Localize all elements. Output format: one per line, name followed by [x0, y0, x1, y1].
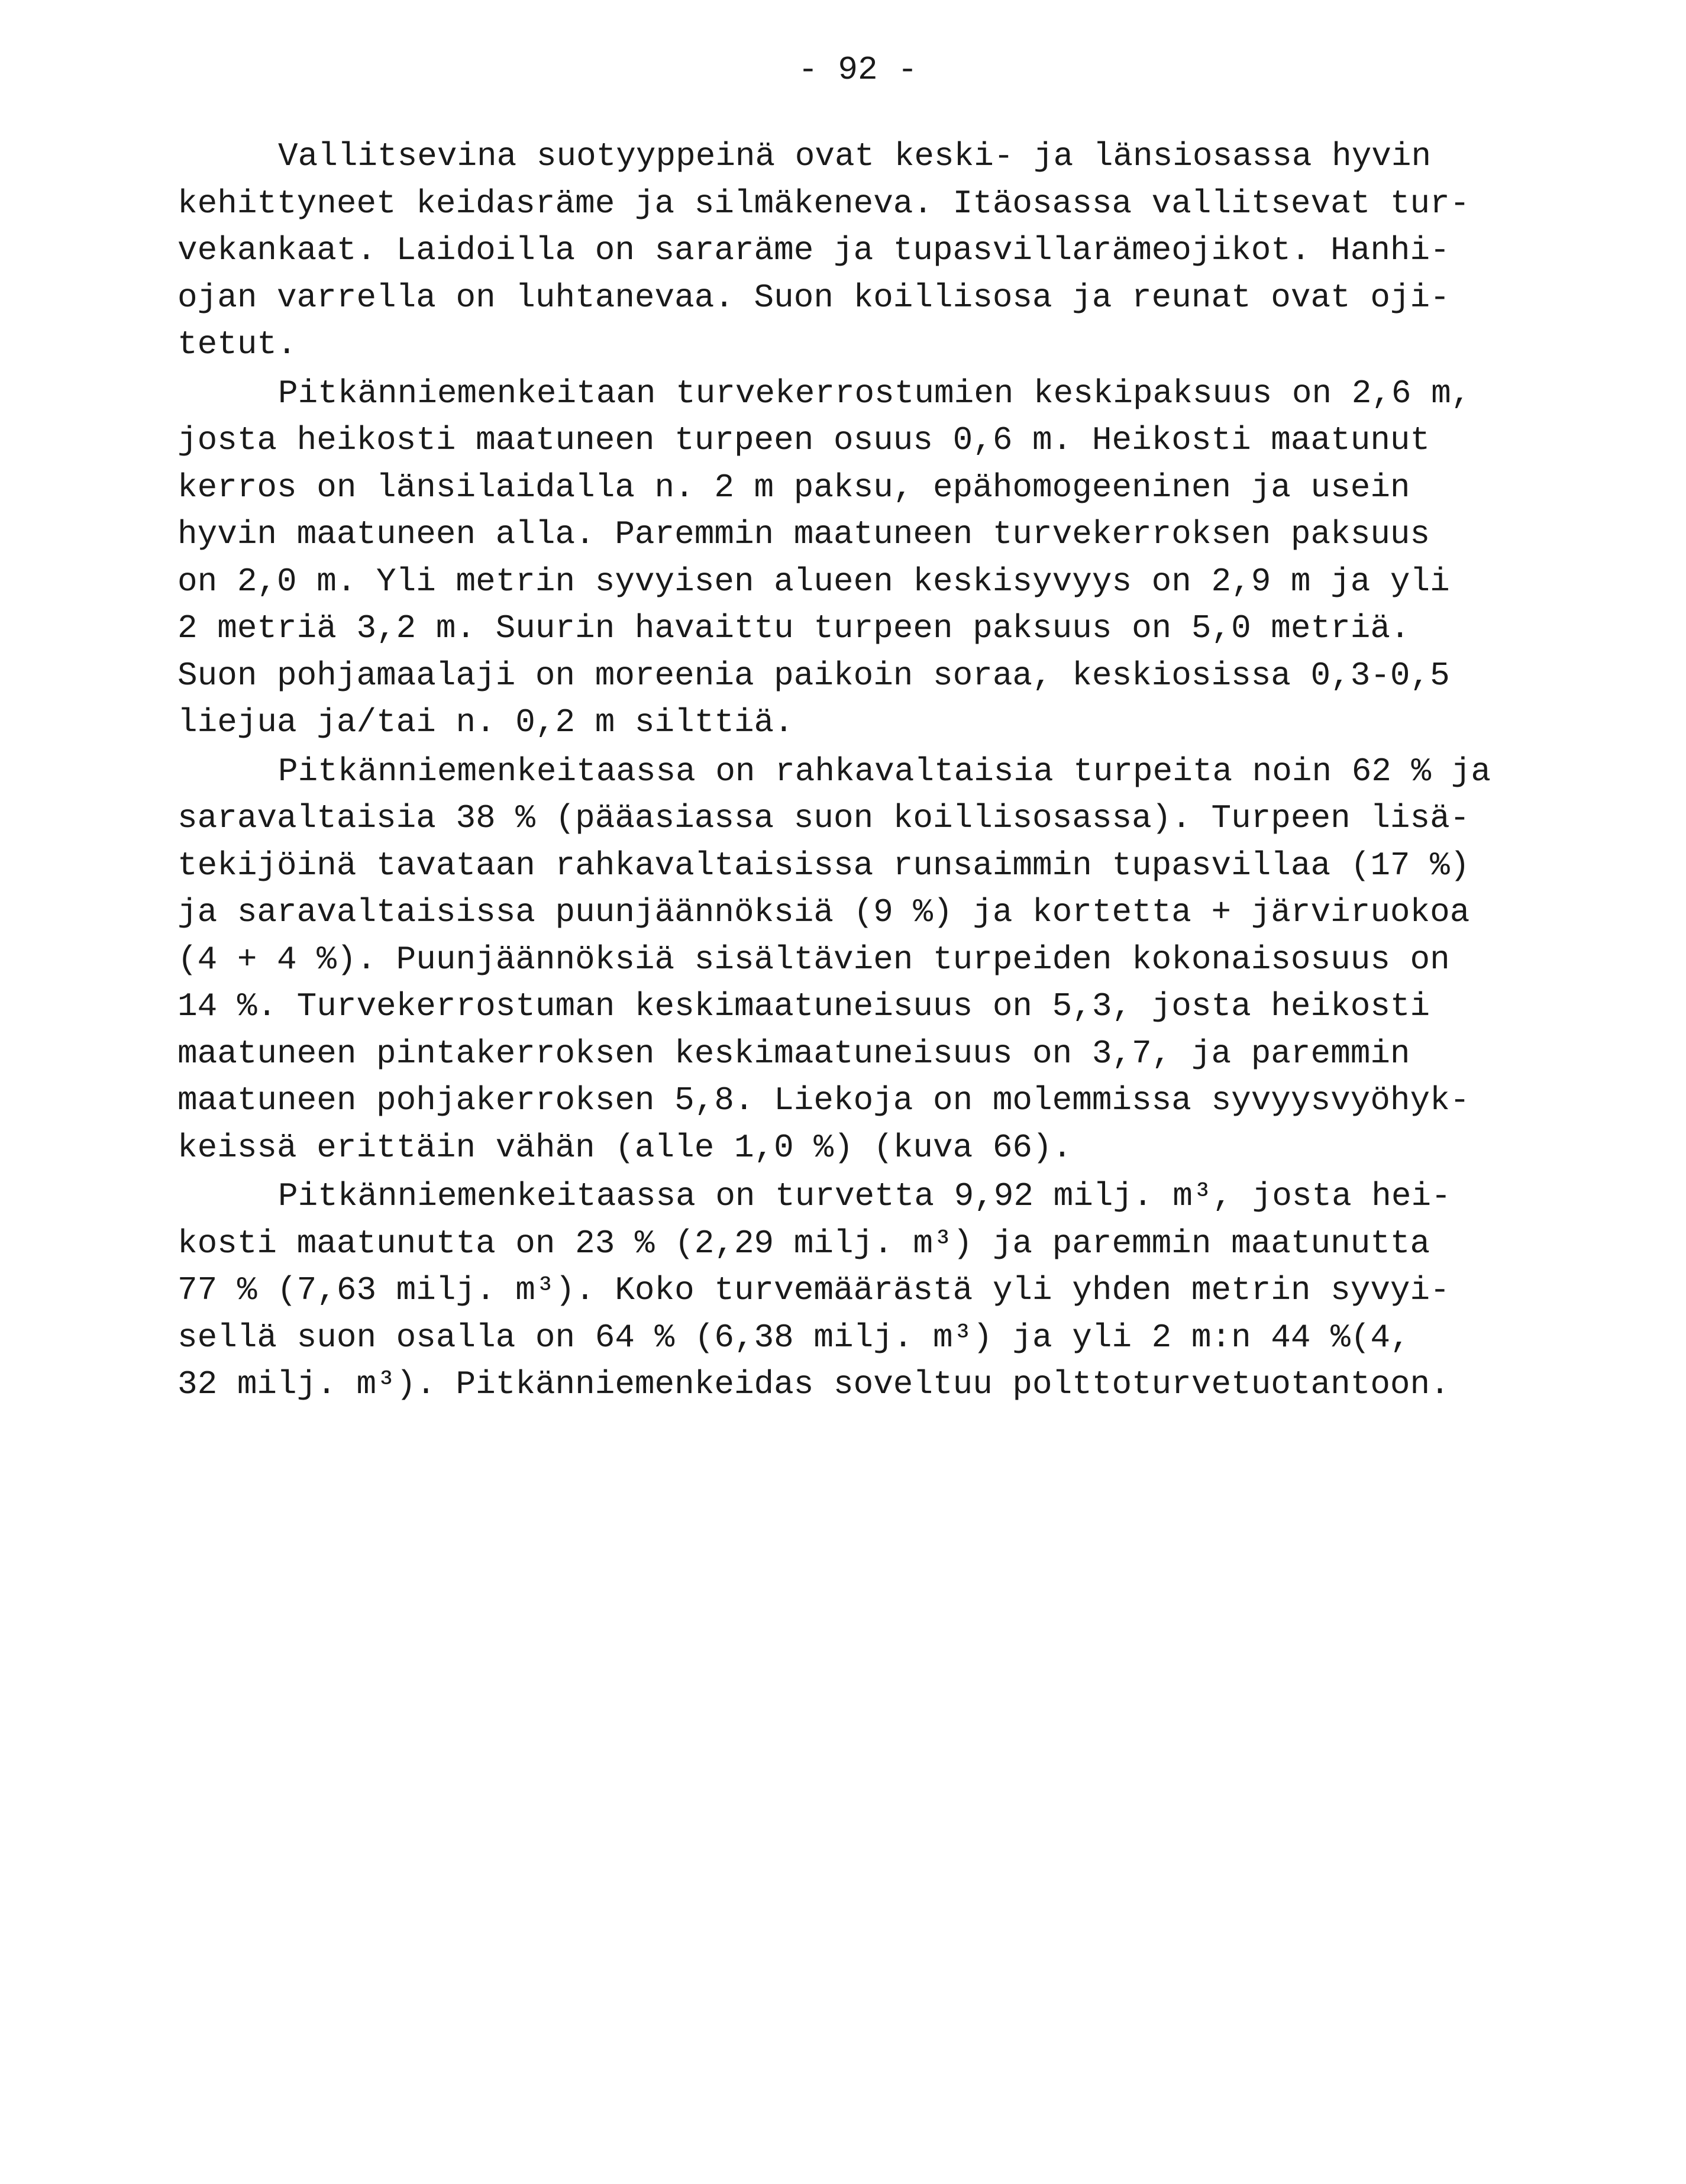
text-line: sellä suon osalla on 64 % (6,38 milj. m³) ja yli 2 m:n 44 %(4, [177, 1318, 1410, 1356]
text-line: 32 milj. m³). Pitkänniemenkeidas soveltuu polttoturvetuotantoon. [177, 1365, 1450, 1403]
text-line: keissä erittäin vähän (alle 1,0 %) (kuva 66). [177, 1128, 1073, 1167]
text-line: maatuneen pohjakerroksen 5,8. Liekoja on molemmissa syvyysvyöhyk- [177, 1081, 1470, 1119]
text-line: liejua ja/tai n. 0,2 m silttiä. [177, 703, 794, 741]
text-line: kerros on länsilaidalla n. 2 m paksu, epähomogeeninen ja usein [177, 468, 1410, 506]
text-line: 14 %. Turvekerrostuman keskimaatuneisuus on 5,3, josta heikosti [177, 987, 1430, 1025]
text-line: Pitkänniemenkeitaan turvekerrostumien keskipaksuus on 2,6 m, [278, 374, 1471, 412]
text-line: tekijöinä tavataan rahkavaltaisissa runsaimmin tupasvillaa (17 %) [177, 846, 1470, 884]
text-line: Vallitsevina suotyyppeinä ovat keski- ja länsiosassa hyvin [278, 137, 1432, 175]
text-line: hyvin maatuneen alla. Paremmin maatuneen turvekerroksen paksuus [177, 515, 1430, 553]
text-line: (4 + 4 %). Puunjäännöksiä sisältävien turpeiden kokonaisosuus on [177, 940, 1450, 978]
text-line: 77 % (7,63 milj. m³). Koko turvemäärästä yli yhden metrin syvyi- [177, 1271, 1450, 1309]
document-body [177, 133, 1509, 1408]
text-line: Pitkänniemenkeitaassa on turvetta 9,92 milj. m³, josta hei- [278, 1177, 1451, 1215]
text-line: kosti maatunutta on 23 % (2,29 milj. m³) ja paremmin maatunutta [177, 1224, 1430, 1262]
paragraph-peat-types [177, 748, 1509, 1172]
text-line: Suon pohjamaalaji on moreenia paikoin soraa, keskiosissa 0,3-0,5 [177, 656, 1450, 694]
paragraph-peat-volume [177, 1173, 1509, 1408]
text-line: saravaltaisia 38 % (pääasiassa suon koillisosassa). Turpeen lisä- [177, 799, 1470, 837]
text-line: josta heikosti maatuneen turpeen osuus 0,6 m. Heikosti maatunut [177, 421, 1430, 459]
paragraph-vegetation [177, 133, 1509, 369]
text-line: 2 metriä 3,2 m. Suurin havaittu turpeen paksuus on 5,0 metriä. [177, 609, 1410, 647]
text-line: tetut. [177, 325, 297, 363]
text-line: ojan varrella on luhtanevaa. Suon koillisosa ja reunat ovat oji- [177, 278, 1450, 316]
paragraph-thickness [177, 370, 1509, 747]
text-line: maatuneen pintakerroksen keskimaatuneisuus on 3,7, ja paremmin [177, 1034, 1410, 1072]
page-number: - 92 - [798, 51, 918, 89]
text-line: vekankaat. Laidoilla on sararäme ja tupasvillarämeojikot. Hanhi- [177, 231, 1450, 269]
text-line: kehittyneet keidasräme ja silmäkeneva. Itäosassa vallitsevat tur- [177, 184, 1470, 222]
text-line: ja saravaltaisissa puunjäännöksiä (9 %) ja kortetta + järviruokoa [177, 893, 1470, 931]
text-line: on 2,0 m. Yli metrin syvyisen alueen keskisyvyys on 2,9 m ja yli [177, 562, 1450, 600]
text-line: Pitkänniemenkeitaassa on rahkavaltaisia turpeita noin 62 % ja [278, 752, 1491, 790]
